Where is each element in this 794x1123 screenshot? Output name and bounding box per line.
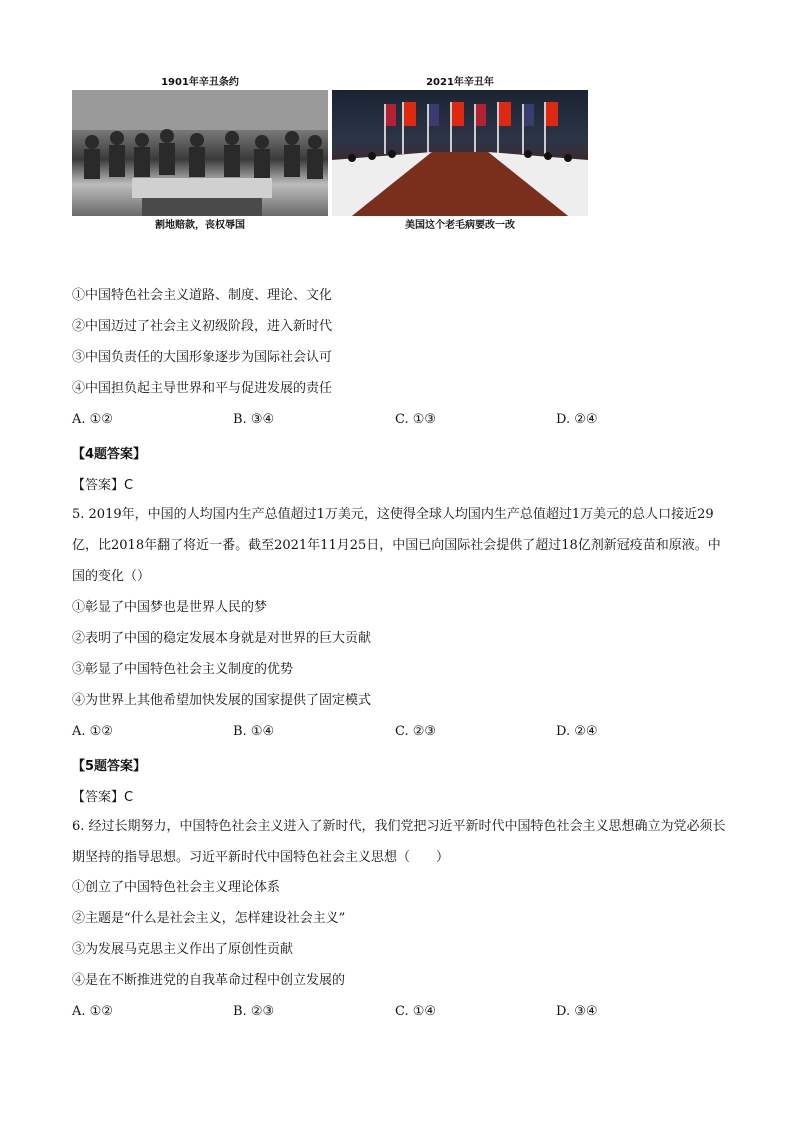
q4-item-1: ①中国特色社会主义道路、制度、理论、文化 bbox=[72, 288, 333, 303]
q5-option-b: B. ①④ bbox=[233, 724, 275, 739]
q5-option-c: C. ②③ bbox=[395, 724, 437, 739]
talks-photo bbox=[332, 90, 588, 216]
q4-option-a: A. ①② bbox=[72, 412, 113, 427]
q5-answer: 【答案】C bbox=[72, 790, 134, 805]
q4-item-2: ②中国迈过了社会主义初级阶段，进入新时代 bbox=[72, 319, 333, 334]
q4-item-3: ③中国负责任的大国形象逐步为国际社会认可 bbox=[72, 350, 333, 365]
q6-item-4: ④是在不断推进党的自我革命过程中创立发展的 bbox=[72, 973, 346, 988]
q4-answer: 【答案】C bbox=[72, 478, 134, 493]
q5-item-2: ②表明了中国的稳定发展本身就是对世界的巨大贡献 bbox=[72, 631, 372, 646]
q6-option-d: D. ③④ bbox=[556, 1004, 598, 1019]
photo-2021 bbox=[332, 76, 588, 232]
photo-1901-caption: 割地赔款，丧权辱国 bbox=[155, 220, 245, 231]
q6-option-b: B. ②③ bbox=[233, 1004, 275, 1019]
q4-answer-heading: 【4题答案】 bbox=[72, 447, 147, 462]
q5-item-4: ④为世界上其他希望加快发展的国家提供了固定模式 bbox=[72, 693, 372, 708]
q4-item-4: ④中国担负起主导世界和平与促进发展的责任 bbox=[72, 381, 333, 396]
q4-option-d: D. ②④ bbox=[556, 412, 598, 427]
q5-item-1: ①彰显了中国梦也是世界人民的梦 bbox=[72, 600, 268, 615]
q6-option-a: A. ①② bbox=[72, 1004, 113, 1019]
q6-option-c: C. ①④ bbox=[395, 1004, 437, 1019]
photo-1901-title: 1901年辛丑条约 bbox=[161, 77, 239, 88]
q4-option-c: C. ①③ bbox=[395, 412, 437, 427]
q5-answer-heading: 【5题答案】 bbox=[72, 759, 147, 774]
photo-1901 bbox=[72, 76, 328, 232]
q6-item-1: ①创立了中国特色社会主义理论体系 bbox=[72, 880, 281, 895]
treaty-scene-illustration bbox=[72, 90, 328, 216]
q6-item-3: ③为发展马克思主义作出了原创性贡献 bbox=[72, 942, 294, 957]
treaty-signing-photo bbox=[72, 90, 328, 216]
q6-stem: 6. 经过长期努力，中国特色社会主义进入了新时代，我们党把习近平新时代中国特色社会主义思想确立为党必须长期坚持的指导思想。习近平新时代中国特色社会主义思想（ ） bbox=[72, 819, 726, 865]
talks-scene-illustration bbox=[332, 90, 588, 216]
photo-2021-caption: 美国这个老毛病要改一改 bbox=[405, 220, 515, 231]
q5-option-a: A. ①② bbox=[72, 724, 113, 739]
q4-option-b: B. ③④ bbox=[233, 412, 275, 427]
q5-option-d: D. ②④ bbox=[556, 724, 598, 739]
q5-stem: 5. 2019年，中国的人均国内生产总值超过1万美元，这使得全球人均国内生产总值超过1万美元的总人口接近29亿，比2018年翻了将近一番。截至2021年11月25日，中国已向国际社会提供了超过18亿剂新冠疫苗和原液。中国的变化（） bbox=[72, 507, 721, 584]
q5-item-3: ③彰显了中国特色社会主义制度的优势 bbox=[72, 662, 294, 677]
q6-item-2: ②主题是“什么是社会主义，怎样建设社会主义” bbox=[72, 911, 346, 926]
historical-comparison-figure bbox=[72, 76, 588, 244]
photo-2021-title: 2021年辛丑年 bbox=[426, 77, 494, 88]
